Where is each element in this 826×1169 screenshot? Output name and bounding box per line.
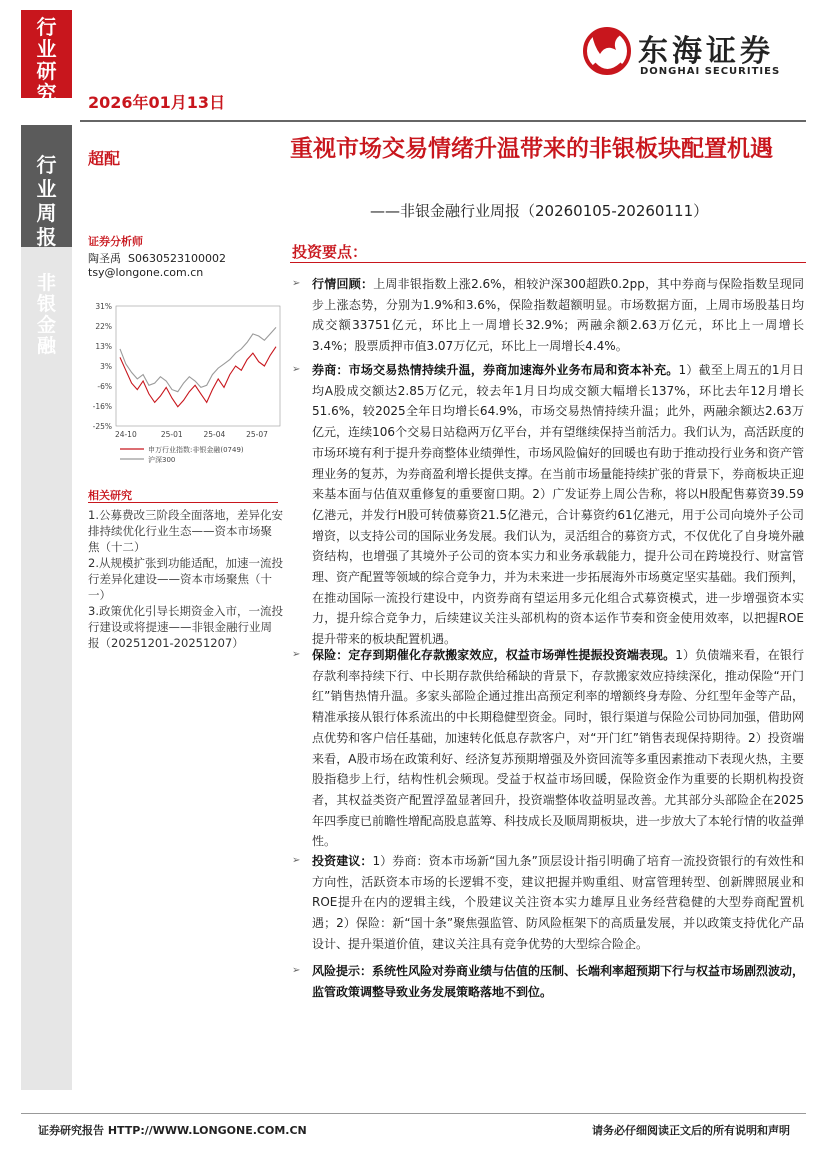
header-divider [80, 120, 806, 122]
report-subtitle: ——非银金融行业周报（20260105-20260111） [370, 202, 709, 220]
chart-legend-label: 沪深300 [148, 456, 176, 464]
related-research-divider [88, 502, 278, 503]
report-title: 重视市场交易情绪升温带来的非银板块配置机遇 [290, 136, 773, 162]
bullet-arrow-icon: ➢ [292, 649, 301, 660]
logo-chinese-name: 东海证券 [638, 34, 774, 69]
related-research-item[interactable]: 1.公募费改三阶段全面落地，差异化安排持续优化行业生态——资本市场聚焦（十二） [88, 508, 283, 554]
chart-ytick-label: 31% [95, 302, 112, 311]
logo-english-name: DONGHAI SECURITIES [640, 66, 781, 77]
key-points-heading: 投资要点： [292, 243, 368, 261]
bullet-arrow-icon: ➢ [292, 364, 301, 375]
chart-xtick-label: 25-04 [203, 430, 226, 439]
para-risk-warning: ➢ 风险提示：系统性风险对券商业绩与估值的压制、长端利率超预期下行与权益市场剧烈波动，监管政策调整导致业务发展策略落地不到位。 [292, 961, 804, 1002]
report-date: 2026年01月13日 [88, 93, 226, 112]
para-market-review: ➢ 行情回顾：上周非银指数上涨2.6%，相较沪深300超跌0.2pp，其中券商与保险指数呈现同步上涨态势，分别为1.9%和3.6%，保险指数超额明显。市场数据方面，上周市场股基日均成交额33751亿元，环比上一周增长32.9%；两融余额2.63万亿元，环比上一周增长3.4%；股票质押市值3.07万亿元，环比上一周增长4.4%。 [292, 274, 804, 357]
chart-ytick-label: -25% [92, 422, 112, 431]
analyst-email: tsy@longone.com.cn [88, 266, 204, 279]
chart-ytick-label: -6% [97, 382, 112, 391]
chart-xtick-label: 25-07 [246, 430, 268, 439]
para-insurance: ➢ 保险：定存到期催化存款搬家效应，权益市场弹性提振投资端表现。1）负债端来看，在银行存款利率持续下行、中长期存款供给稀缺的背景下，存款搬家效应持续深化，推动保险“开门红”销售热情升温。多家头部险企通过推出高预定利率的增额终身寿险、分红型年金等产品，精准承接从银行体系流出的中长期稳健型资金。同时，银行渠道与保险公司协同加强，借助网点优势和客户信任基础，加速转化低息存款客户，对“开门红”销售表现保持期待。2）投资端来看，A股市场在政策利好、经济复苏预期增强及外资回流等多重因素推动下表现火热，主要股指稳步上行，结构性机会频现。受益于权益市场回暖，保险资金作为重要的长期机构投资者，其权益类资产配置浮盈显著回升，投资端整体收益明显改善。尤其部分头部险企在2025年四季度已前瞻性增配高股息蓝筹、科技成长及顺周期板块，进一步放大了本轮行情的收益弹性。 [292, 645, 804, 852]
footer-disclaimer: 请务必仔细阅读正文后的所有说明和声明 [592, 1124, 790, 1137]
para-brokers: ➢ 券商：市场交易热情持续升温，券商加速海外业务布局和资本补充。1）截至上周五的1月日均A股成交额达2.85万亿元，较去年1月日均成交额大幅增长137%，环比去年12月增长51.6%，较2025全年日均增长64.9%，市场交易热情持续升温；此外，两融余额达2.63万亿元，连续106个交易日站稳两万亿平台，并有望继续保持当前活力。我们认为，高活跃度的市场环境有利于提升券商整体业绩弹性，市场风险偏好的回暖也有助于推动投行业务和资产管理业务的复苏，为券商盈利增长提供支撑。在当前市场量能持续扩张的背景下，券商板块正迎来基本面与估值双重修复的重要窗口期。2）广发证券上周公告称，将以H股配售募资39.59亿港元，并发行H股可转债募资21.5亿港元，合计募资约61亿港元，用于公司向境外子公司增资，以支持公司的国际业务发展。我们认为，灵活组合的募资方式，不仅优化了自身境外融资结构，也增强了其境外子公司的资本实力和业务承载能力，提升公司在跨境投行、财富管理、资产配置等领域的综合竞争力，并为未来进一步拓展海外市场奠定坚实基础。我们预判，在推动国际一流投行建设中，内资券商有望运用多元化组合式募资模式，进一步增强资本实力，提升综合竞争力，后续建议关注头部机构的资本运作节奏和资金使用效率，以把握ROE提升带来的板块配置机遇。 [292, 360, 804, 650]
performance-chart [84, 296, 284, 476]
bullet-arrow-icon: ➢ [292, 278, 301, 289]
chart-ytick-label: 3% [100, 362, 112, 371]
chart-xtick-label: 24-10 [114, 430, 137, 439]
company-logo [578, 18, 798, 84]
para-investment-advice: ➢ 投资建议：1）券商：资本市场新“国九条”顶层设计指引明确了培育一流投资银行的有效性和方向性，活跃资本市场的长逻辑不变，建议把握并购重组、财富管理转型、创新牌照展业和ROE提升在内的逻辑主线，个股建议关注资本实力雄厚且业务经营稳健的大型券商配置机遇；2）保险：新“国十条”聚焦强监管、防风险框架下的高质量发展，并以政策支持优化产品设计、提升渠道价值，建议关注具有竞争优势的大型综合险企。 [292, 851, 804, 955]
related-research-list [88, 507, 283, 651]
related-research-item[interactable]: 2.从规模扩张到功能适配，加速一流投行差异化建设——资本市场聚焦（十一） [88, 556, 283, 602]
footer-website[interactable]: 证券研究报告 HTTP://WWW.LONGONE.COM.CN [38, 1124, 307, 1137]
analyst-name: 陶圣禹 S0630523100002 [88, 252, 226, 265]
chart-ytick-label: -16% [92, 402, 112, 411]
chart-series-line [120, 347, 276, 407]
key-points-divider [290, 262, 806, 263]
bullet-arrow-icon: ➢ [292, 965, 301, 976]
industry-rating: 超配 [88, 149, 121, 168]
sidebar-tab-sector: 非 银 金 融 [36, 272, 56, 357]
dragon-logo-icon [578, 20, 636, 82]
chart-xtick-label: 25-01 [160, 430, 183, 439]
related-research-item[interactable]: 3.政策优化引导长期资金入市，一流投行建设或将提速——非银金融行业周报（20251201-20251207） [88, 604, 283, 650]
chart-plot-frame [116, 306, 280, 426]
analyst-heading: 证券分析师 [88, 235, 143, 248]
sidebar-tab-industry-research: 行 业 研 究 [21, 10, 72, 98]
footer-divider [21, 1113, 806, 1114]
chart-legend-label: 申万行业指数:非银金融(0749) [148, 446, 244, 454]
sidebar-band [21, 125, 72, 1090]
chart-ytick-label: 13% [95, 342, 112, 351]
bullet-arrow-icon: ➢ [292, 855, 301, 866]
sidebar-tab-weekly: 行 业 周 报 [21, 125, 72, 247]
chart-ytick-label: 22% [95, 322, 112, 331]
related-research-heading: 相关研究 [88, 489, 132, 502]
